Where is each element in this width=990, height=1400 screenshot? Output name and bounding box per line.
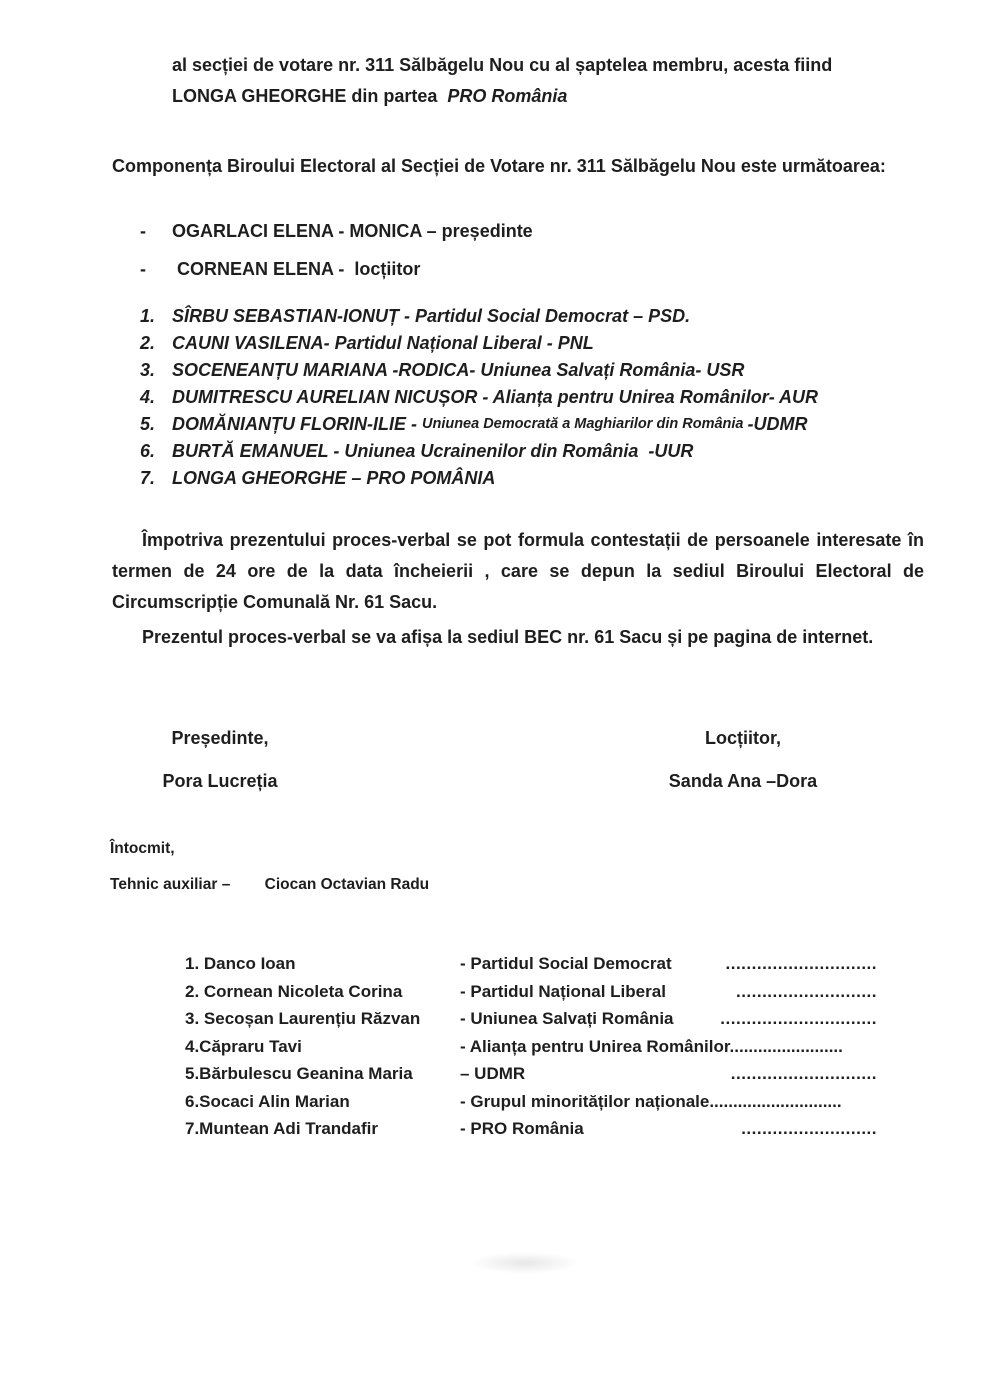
members-list [140, 303, 818, 492]
attendee-name: 6.Socaci Alin Marian [185, 1091, 350, 1111]
member-text: DOMĂNIANȚU FLORIN-ILIE - [172, 414, 422, 434]
attendee-party: – UDMR [460, 1064, 526, 1083]
attendee-item [185, 1115, 877, 1143]
official-president [140, 221, 533, 242]
signature-dotted-line: ........................... [735, 981, 877, 1001]
member-number: 6. [140, 441, 156, 461]
composition-intro: Componența Biroului Electoral al Secției de Votare nr. 311 Sălbăgelu Nou este următoarea: [112, 156, 886, 176]
attendee-party: - Grupul minorităților naționale............................ [460, 1091, 842, 1111]
member-text: CAUNI VASILENA- Partidul Național Liberal - PNL [172, 333, 594, 353]
signature-deputy [633, 728, 853, 792]
attendee-name: 3. Secoșan Laurențiu Răzvan [185, 1009, 421, 1028]
attendee-name: 5.Bărbulescu Geanina Maria [185, 1064, 413, 1083]
member-text: DUMITRESCU AURELIAN NICUȘOR - Alianța pentru Unirea Românilor- AUR [172, 387, 819, 407]
official-text: CORNEAN ELENA - locțiitor [172, 259, 421, 279]
opening-party-name: PRO România [447, 86, 568, 106]
attendee-item [185, 1005, 877, 1033]
attendee-name: 1. Danco Ioan [185, 954, 296, 973]
attendee-name: 4.Căpraru Tavi [185, 1036, 302, 1056]
signature-dotted-line: ............................. [725, 954, 877, 973]
signature-dotted-line: .............................. [720, 1009, 877, 1028]
member-text: LONGA GHEORGHE – PRO POMÂNIA [172, 468, 496, 488]
member-text: SOCENEANȚU MARIANA -RODICA- Uniunea Salvați România- USR [172, 360, 745, 380]
member-item [140, 330, 818, 357]
president-title: Președinte, [171, 728, 269, 748]
attendee-party: - PRO România [460, 1119, 584, 1138]
deputy-name: Sanda Ana –Dora [668, 771, 818, 791]
officials-list [140, 221, 533, 297]
member-number: 1. [140, 306, 156, 326]
attendee-party: - Partidul Social Democrat [460, 954, 672, 973]
official-text: OGARLACI ELENA - MONICA – președinte [172, 221, 533, 241]
member-item [140, 303, 818, 330]
attendee-party: - Partidul Național Liberal [460, 981, 666, 1001]
attendee-item [185, 950, 877, 978]
member-item [140, 357, 818, 384]
signature-dotted-line: ............................ [730, 1064, 877, 1083]
attendee-item [185, 1088, 877, 1116]
member-text: SÎRBU SEBASTIAN-IONUȚ - Partidul Social Democrat – PSD. [172, 306, 691, 326]
member-number: 2. [140, 333, 156, 353]
prepared-name: Ciocan Octavian Radu [264, 876, 430, 893]
member-item [140, 465, 818, 492]
attendee-item [185, 978, 877, 1006]
attendee-name: 7.Muntean Adi Trandafir [185, 1119, 379, 1138]
display-paragraph: Prezentul proces-verbal se va afișa la sediul BEC nr. 61 Sacu și pe pagina de internet. [142, 627, 874, 647]
prepared-by-block [110, 840, 429, 894]
opening-line2: LONGA GHEORGHE din partea [172, 86, 448, 106]
member-number: 4. [140, 387, 156, 407]
contestations-paragraph: Împotriva prezentului proces-verbal se pot formula contestații de persoanele interesate în termen de 24 ore de la data încheierii , care se depun la sediul Biroului Electoral de Circumscripție Comunală Nr. 61 Sacu. [112, 530, 924, 612]
member-item [140, 438, 818, 465]
member-text-small: Uniunea Democrată a Maghiarilor din România [421, 416, 748, 432]
prepared-row [110, 876, 429, 894]
member-item [140, 411, 818, 438]
president-name: Pora Lucreția [162, 771, 278, 791]
dash-bullet: - [140, 221, 146, 241]
member-number: 3. [140, 360, 156, 380]
signature-dotted-line: .......................... [741, 1119, 877, 1138]
official-deputy [140, 259, 533, 280]
member-text: BURTĂ EMANUEL - Uniunea Ucrainenilor din România -UUR [172, 441, 694, 461]
member-item [140, 384, 818, 411]
member-number: 7. [140, 468, 156, 488]
prepared-role: Tehnic auxiliar – [110, 876, 231, 893]
member-text-tail: -UDMR [747, 414, 808, 434]
dash-bullet: - [140, 259, 146, 279]
member-number: 5. [140, 414, 156, 434]
opening-paragraph [172, 50, 942, 112]
opening-line1: al secției de votare nr. 311 Sălbăgelu Nou cu al șaptelea membru, acesta fiind [172, 55, 833, 75]
attendee-name: 2. Cornean Nicoleta Corina [185, 981, 403, 1001]
attendee-party: - Alianța pentru Unirea Românilor........................ [460, 1036, 843, 1056]
attendee-party: - Uniunea Salvați România [460, 1009, 674, 1028]
attendees-list [185, 950, 877, 1143]
signature-president [110, 728, 330, 792]
scan-artifact [470, 1252, 580, 1274]
attendee-item [185, 1060, 877, 1088]
attendee-item [185, 1033, 877, 1061]
prepared-label: Întocmit, [110, 840, 175, 857]
deputy-title: Locțiitor, [705, 728, 781, 748]
